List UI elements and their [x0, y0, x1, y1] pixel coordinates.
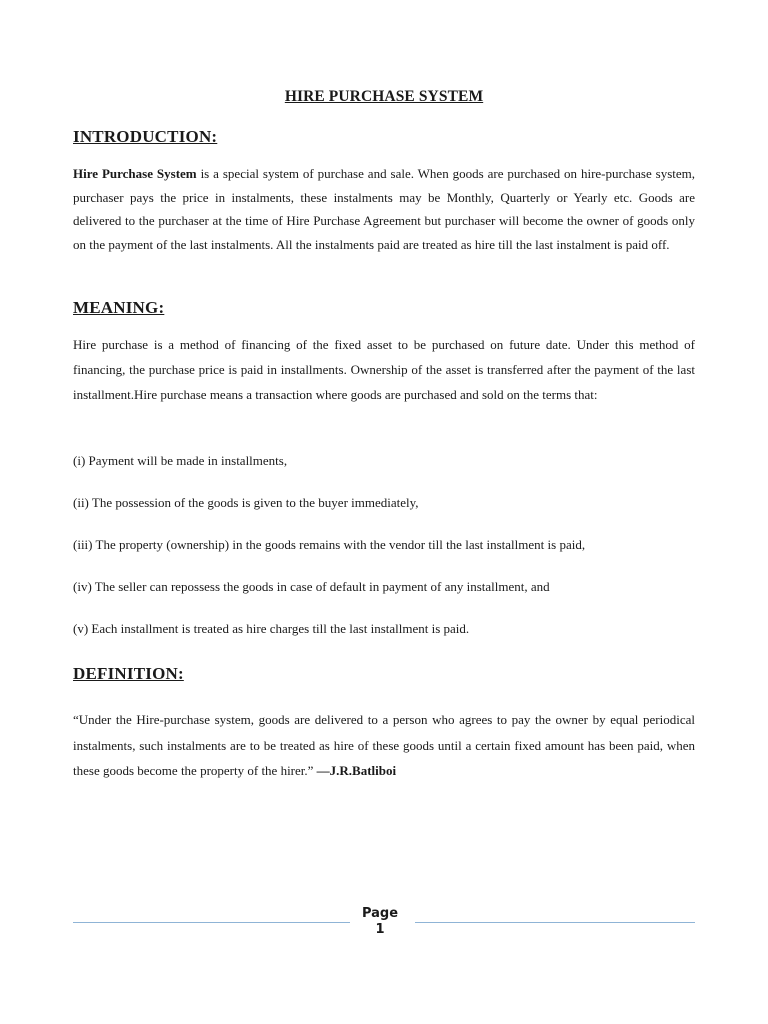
- meaning-heading: MEANING:: [73, 298, 165, 317]
- meaning-list-item: (ii) The possession of the goods is given to the buyer immediately,: [73, 495, 419, 510]
- meaning-list-item: (iv) The seller can repossess the goods in case of default in payment of any installment, and: [73, 579, 550, 594]
- page-label: Page: [361, 906, 399, 921]
- meaning-list-item: (v) Each installment is treated as hire charges till the last installment is paid.: [73, 621, 470, 636]
- introduction-lead-term: Hire Purchase System: [73, 166, 197, 181]
- footer-rule-right: [415, 922, 695, 923]
- footer-rule-left: [73, 922, 350, 923]
- meaning-list-item: (iii) The property (ownership) in the goods remains with the vendor till the last installment is paid,: [73, 537, 586, 552]
- page-number: 1: [375, 922, 385, 937]
- definition-quote: [73, 707, 695, 784]
- meaning-list-item: (i) Payment will be made in installments,: [73, 453, 288, 468]
- definition-quote-text: “Under the Hire-purchase system, goods are delivered to a person who agrees to pay the owner by equal periodical instalments, such instalments are to be treated as hire of these goods until a certain fixed amount has been paid, when these goods become the property of the hirer.”: [73, 712, 695, 779]
- introduction-heading: INTRODUCTION:: [73, 127, 218, 146]
- introduction-text: is a special system of purchase and sale. When goods are purchased on hire-purchase system, purchaser pays the price in instalments, these instalments may be Monthly, Quarterly or Yearly etc. Goods are delivered to the purchaser at the time of Hire Purchase Agreement but purchaser will become the owner of goods only on the payment of the last instalments. All the instalments paid are treated as hire till the last instalment is paid off.: [73, 166, 696, 252]
- page-number-label: [348, 906, 412, 938]
- meaning-paragraph: Hire purchase is a method of financing of the fixed asset to be purchased on future date. Under this method of financing, the purchase price is paid in installments. Ownership of the asset is transferred after the payment of the last installment.Hire purchase means a transaction where goods are purchased and sold on the terms that:: [73, 337, 695, 402]
- document-page: [73, 0, 695, 1024]
- introduction-paragraph: [73, 162, 695, 256]
- document-title: HIRE PURCHASE SYSTEM: [284, 88, 484, 105]
- definition-heading: DEFINITION:: [73, 664, 184, 683]
- definition-attribution: —J.R.Batliboi: [316, 763, 397, 779]
